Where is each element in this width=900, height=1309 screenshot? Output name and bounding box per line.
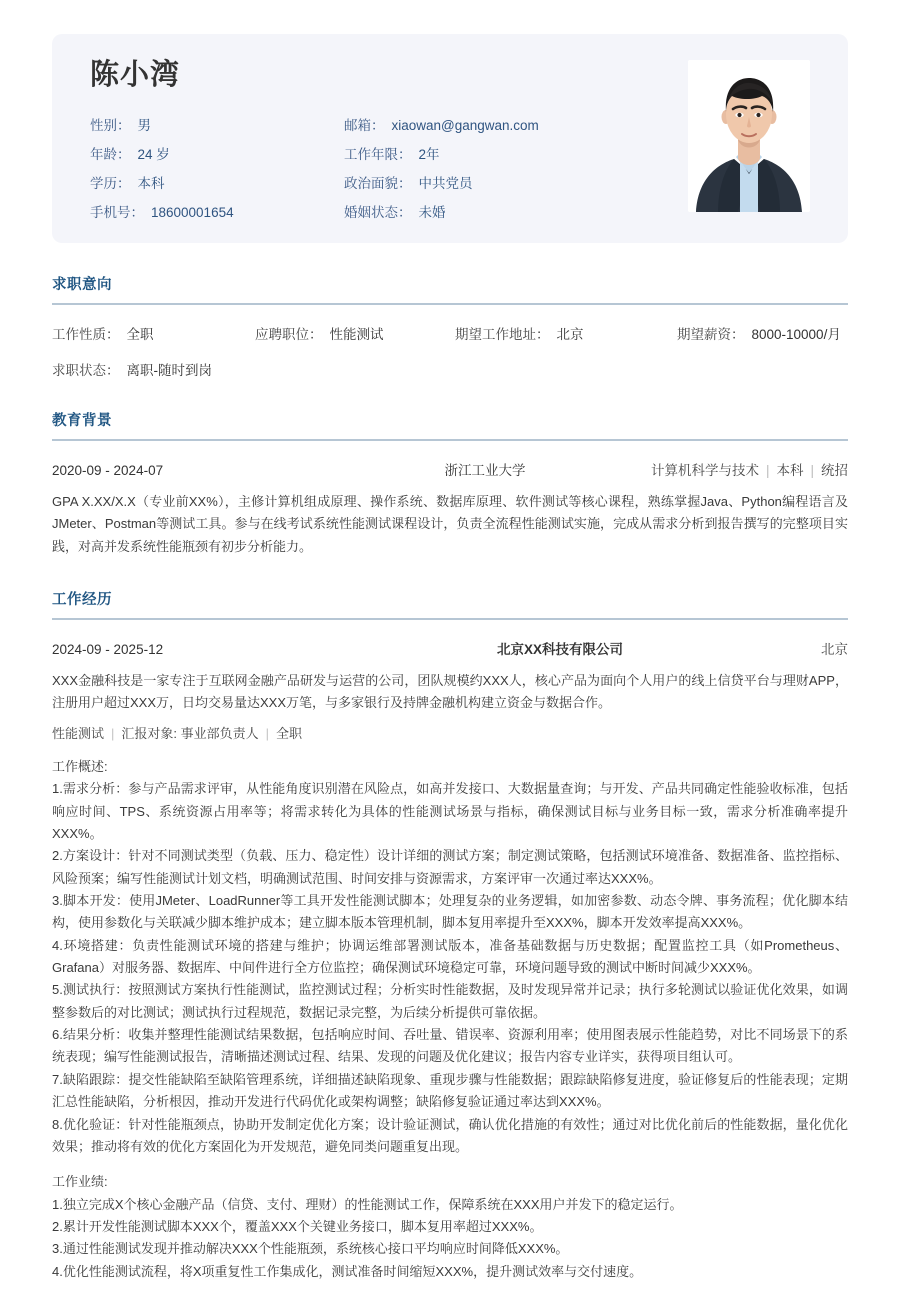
work-achievement-item: 3.通过性能测试发现并推动解决XXX个性能瓶颈，系统核心接口平均响应时间降低XXX%。 xyxy=(52,1241,569,1257)
separator: | xyxy=(765,463,770,478)
work-meta-employment-type: 全职 xyxy=(276,725,303,741)
job-intent-status xyxy=(52,359,255,379)
education-date: 2020-09 - 2024-07 xyxy=(52,463,164,478)
separator: | xyxy=(265,725,270,741)
education-entry-head xyxy=(52,459,848,479)
work-company-intro: XXX金融科技是一家专注于互联网金融产品研发与运营的公司，团队规模约XXX人，核心产品为面向个人用户的线上信贷平台与理财APP，注册用户超过XXX万，日均交易量达XXX万笔，与多家银行及持牌金融机构建立资金与数据合作。 xyxy=(52,673,848,711)
work-overview-item: 7.缺陷跟踪：提交性能缺陷至缺陷管理系统，详细描述缺陷现象、重现步骤与性能数据；跟踪缺陷修复进度，验证修复后的性能表现；定期汇总性能缺陷，分析根因，推动开发进行代码优化或架构调整；缺陷修复验证通过率达到XXX%。 xyxy=(52,1071,848,1110)
work-overview-item: 8.优化验证：针对性能瓶颈点，协助开发制定优化方案；设计验证测试，确认优化措施的有效性；通过对比优化前后的性能数据，量化优化效果；推动将有效的优化方案固化为开发规范，避免同类问题重复出现。 xyxy=(52,1116,848,1154)
work-date: 2024-09 - 2025-12 xyxy=(52,642,164,658)
work-entry-head xyxy=(52,638,848,658)
profile-field-gender xyxy=(90,114,344,134)
profile-field-email-value: xiaowan@gangwan.com xyxy=(391,117,539,133)
avatar xyxy=(688,60,810,212)
job-intent-location-label: 期望工作地址： xyxy=(455,327,550,342)
section-title-work-experience: 工作经历 xyxy=(52,592,112,609)
profile-field-gender-label: 性别： xyxy=(90,117,131,133)
profile-field-political-status-label: 政治面貌： xyxy=(344,175,412,191)
profile-field-education xyxy=(90,172,344,192)
profile-field-phone-value: 18600001654 xyxy=(151,204,234,220)
job-intent-nature xyxy=(52,323,255,343)
education-school: 浙江工业大学 xyxy=(444,463,526,478)
job-intent-status-label: 求职状态： xyxy=(52,363,120,378)
work-overview-item: 5.测试执行：按照测试方案执行性能测试，监控测试过程；分析实时性能数据，及时发现异常并记录；执行多轮测试以验证优化效果，如调整参数后的对比测试；测试执行过程规范，数据记录完整，为后续分析提供可靠依据。 xyxy=(52,982,848,1020)
profile-field-education-label: 学历： xyxy=(90,175,131,191)
work-achievement-item: 2.累计开发性能测试脚本XXX个，覆盖XXX个关键业务接口，脚本复用率超过XXX%。 xyxy=(52,1218,543,1234)
education-major: 计算机科学与技术 xyxy=(650,463,759,478)
work-overview-item: 1.需求分析：参与产品需求评审，从性能角度识别潜在风险点，如高并发接口、大数据量查询；与开发、产品共同确定性能验收标准，包括响应时间、TPS、系统资源占用率等；将需求转化为具体的性能测试场景与指标，确保测试目标与业务目标一致，需求分析准确率提升XXX%。 xyxy=(52,781,848,841)
work-overview-item: 2.方案设计：针对不同测试类型（负载、压力、稳定性）设计详细的测试方案；制定测试策略，包括测试环境准备、数据准备、监控指标、风险预案；编写性能测试计划文档，明确测试范围、时间安排与资源需求，方案评审一次通过率达XXX%。 xyxy=(52,848,848,886)
section-job-intent xyxy=(52,273,848,379)
job-intent-status-value: 离职-随时到岗 xyxy=(126,363,212,378)
profile-field-experience-value: 2年 xyxy=(418,146,440,162)
work-company: 北京XX科技有限公司 xyxy=(496,642,623,658)
job-intent-location-value: 北京 xyxy=(556,327,584,342)
work-overview-label: 工作概述: xyxy=(52,758,108,774)
profile-field-phone-label: 手机号： xyxy=(90,204,144,220)
separator: | xyxy=(810,463,814,478)
profile-header-card xyxy=(52,34,848,243)
section-divider xyxy=(52,618,848,620)
job-intent-row-2 xyxy=(52,359,848,379)
profile-field-email-label: 邮箱： xyxy=(344,117,385,133)
work-achievement-item: 1.独立完成X个核心金融产品（信贷、支付、理财）的性能测试工作，保障系统在XXX用户并发下的稳定运行。 xyxy=(52,1196,683,1212)
section-title-education: 教育背景 xyxy=(52,413,112,429)
resume-page xyxy=(0,34,900,1309)
profile-field-political-status-value: 中共党员 xyxy=(418,175,473,191)
job-intent-nature-value: 全职 xyxy=(126,327,154,342)
education-degree: 本科 xyxy=(776,463,804,478)
job-intent-row-1 xyxy=(52,323,848,343)
profile-field-phone xyxy=(90,201,344,221)
section-divider xyxy=(52,439,848,441)
work-overview-item: 3.脚本开发：使用JMeter、LoadRunner等工具开发性能测试脚本；处理复杂的业务逻辑，如加密参数、动态令牌、事务流程；优化脚本结构，使用参数化与关联减少脚本维护成本；建立脚本版本管理机制，脚本复用率提升至XXX%，脚本开发效率提高XXX%。 xyxy=(52,892,848,931)
job-intent-position-value: 性能测试 xyxy=(329,327,384,342)
id-photo-icon xyxy=(688,60,810,212)
profile-field-gender-value: 男 xyxy=(137,117,151,133)
education-detail-group xyxy=(588,459,848,479)
profile-field-experience-label: 工作年限： xyxy=(344,146,412,162)
work-overview-item: 4.环境搭建：负责性能测试环境的搭建与维护；协调运维部署测试版本，准备基础数据与历史数据；配置监控工具（如Prometheus、Grafana）对服务器、数据库、中间件进行全方位监控；确保测试环境稳定可靠，环境问题导致的测试中断时间减少XXX%。 xyxy=(52,937,848,976)
section-education xyxy=(52,409,848,558)
work-overview-item: 6.结果分析：收集并整理性能测试结果数据，包括响应时间、吞吐量、错误率、资源利用率；使用图表展示性能趋势，对比不同场景下的系统表现；编写性能测试报告，清晰描述测试过程、结果、发现的问题及优化建议；报告内容专业详实，获得项目组认可。 xyxy=(52,1027,848,1065)
work-meta-report-to: 汇报对象: 事业部负责人 xyxy=(121,725,259,741)
job-intent-nature-label: 工作性质： xyxy=(52,327,120,342)
profile-field-age-value: 24 岁 xyxy=(137,146,170,162)
separator: | xyxy=(111,725,115,741)
work-location: 北京 xyxy=(821,642,848,658)
section-divider xyxy=(52,303,848,305)
job-intent-location xyxy=(455,323,677,343)
profile-field-education-value: 本科 xyxy=(137,175,165,191)
job-intent-salary-label: 期望薪资： xyxy=(677,327,745,342)
work-meta-row xyxy=(52,723,848,742)
job-intent-position-label: 应聘职位： xyxy=(255,327,323,342)
job-intent-position xyxy=(255,323,455,343)
work-achievements-label: 工作业绩: xyxy=(52,1174,108,1190)
job-intent-salary-value: 8000-10000/月 xyxy=(751,327,841,342)
work-achievement-item: 4.优化性能测试流程，将X项重复性工作集成化，测试准备时间缩短XXX%，提升测试效率与交付速度。 xyxy=(52,1263,643,1279)
education-admission-type: 统招 xyxy=(821,463,848,478)
profile-field-age xyxy=(90,143,344,163)
job-intent-salary xyxy=(677,323,848,343)
profile-field-age-label: 年龄： xyxy=(90,146,131,162)
section-title-job-intent: 求职意向 xyxy=(52,277,112,293)
spacer xyxy=(52,1158,848,1171)
section-work-experience xyxy=(52,588,848,1283)
profile-field-marital-status-value: 未婚 xyxy=(418,204,446,220)
profile-field-marital-status-label: 婚姻状态： xyxy=(344,204,412,220)
work-meta-role: 性能测试 xyxy=(52,725,105,741)
education-description: GPA X.XX/X.X（专业前XX%），主修计算机组成原理、操作系统、数据库原理、软件测试等核心课程，熟练掌握Java、Python编程语言及JMeter、Postman等测试工具。参与在线考试系统性能测试课程设计，负责全流程性能测试实施，完成从需求分析到报告撰写的完整项目实践，对高并发系统性能瓶颈有初步分析能力。 xyxy=(52,494,848,554)
candidate-name: 陈小湾 xyxy=(90,59,181,91)
